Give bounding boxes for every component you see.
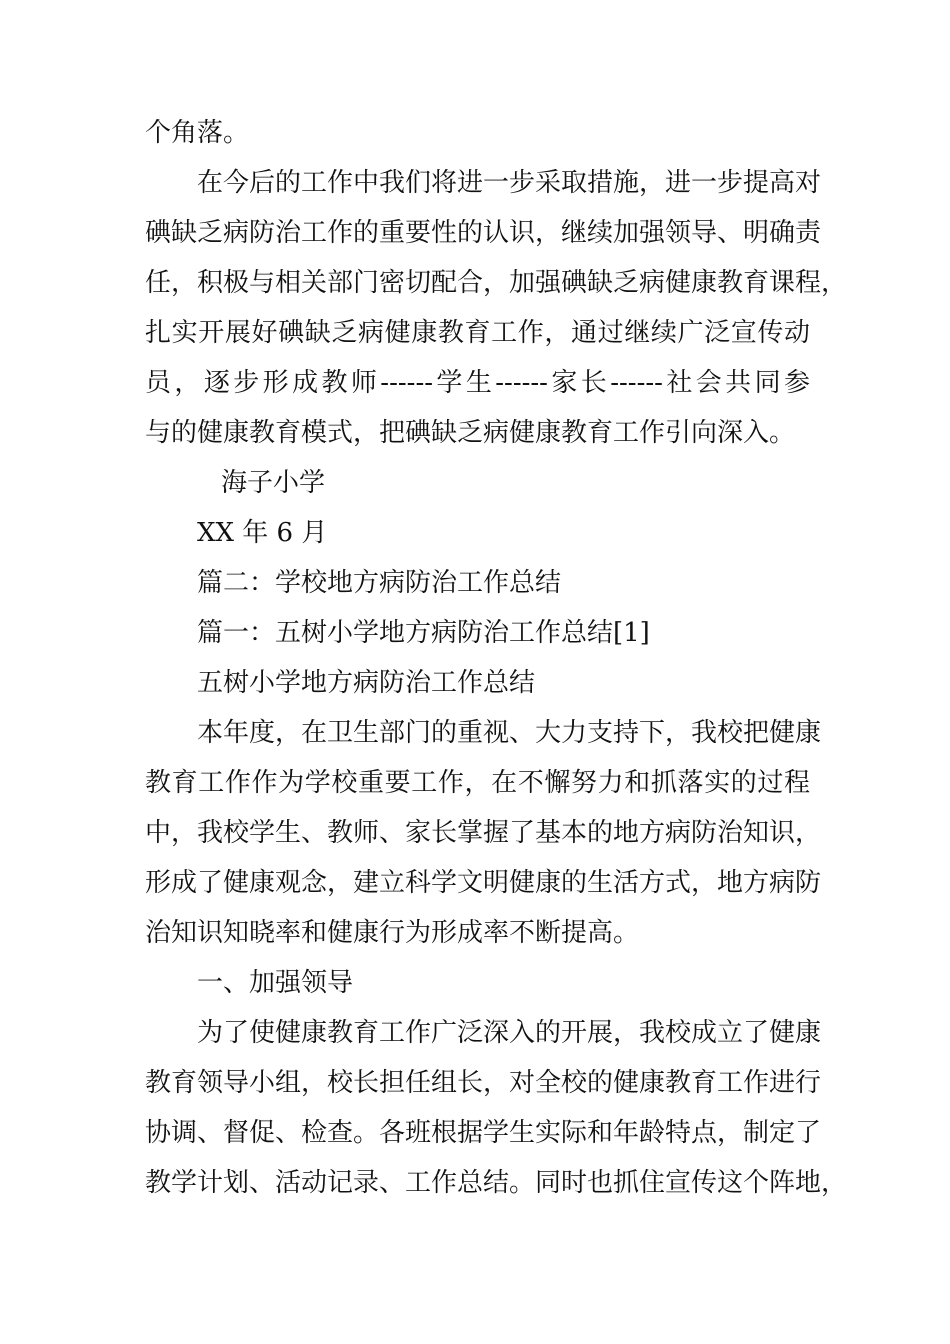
text-line: 形成了健康观念，建立科学文明健康的生活方式，地方病防 bbox=[145, 868, 822, 898]
text-line: 个角落。 bbox=[145, 118, 250, 148]
text-line: 员，逐步形成教师------学生------家长------社会共同参 bbox=[145, 368, 810, 398]
text-line: 教学计划、活动记录、工作总结。同时也抓住宣传这个阵地， bbox=[145, 1168, 848, 1198]
text-line: 任，积极与相关部门密切配合，加强碘缺乏病健康教育课程， bbox=[145, 268, 848, 298]
text-line: 教育工作作为学校重要工作，在不懈努力和抓落实的过程 bbox=[145, 768, 810, 798]
paragraph-first-line: 为了使健康教育工作广泛深入的开展，我校成立了健康 bbox=[197, 1018, 822, 1048]
section-heading: 一、加强领导 bbox=[197, 968, 354, 998]
paragraph-first-line: 在今后的工作中我们将进一步采取措施，进一步提高对 bbox=[197, 168, 822, 198]
text-line: 碘缺乏病防治工作的重要性的认识，继续加强领导、明确责 bbox=[145, 218, 822, 248]
section-heading: 篇二：学校地方病防治工作总结 bbox=[197, 568, 562, 598]
text-line: 协调、督促、检查。各班根据学生实际和年龄特点，制定了 bbox=[145, 1118, 822, 1148]
text-line: 与的健康教育模式，把碘缺乏病健康教育工作引向深入。 bbox=[145, 418, 796, 448]
text-line: 中，我校学生、教师、家长掌握了基本的地方病防治知识， bbox=[145, 818, 822, 848]
text-line: 教育领导小组，校长担任组长，对全校的健康教育工作进行 bbox=[145, 1068, 822, 1098]
signature-date: XX 年 6 月 bbox=[197, 518, 328, 548]
signature-school: 海子小学 bbox=[221, 468, 326, 498]
document-title: 五树小学地方病防治工作总结 bbox=[197, 668, 536, 698]
section-heading: 篇一：五树小学地方病防治工作总结[1] bbox=[197, 618, 650, 648]
text-line: 治知识知晓率和健康行为形成率不断提高。 bbox=[145, 918, 640, 948]
text-line: 扎实开展好碘缺乏病健康教育工作，通过继续广泛宣传动 bbox=[145, 318, 810, 348]
paragraph-first-line: 本年度，在卫生部门的重视、大力支持下，我校把健康 bbox=[197, 718, 822, 748]
